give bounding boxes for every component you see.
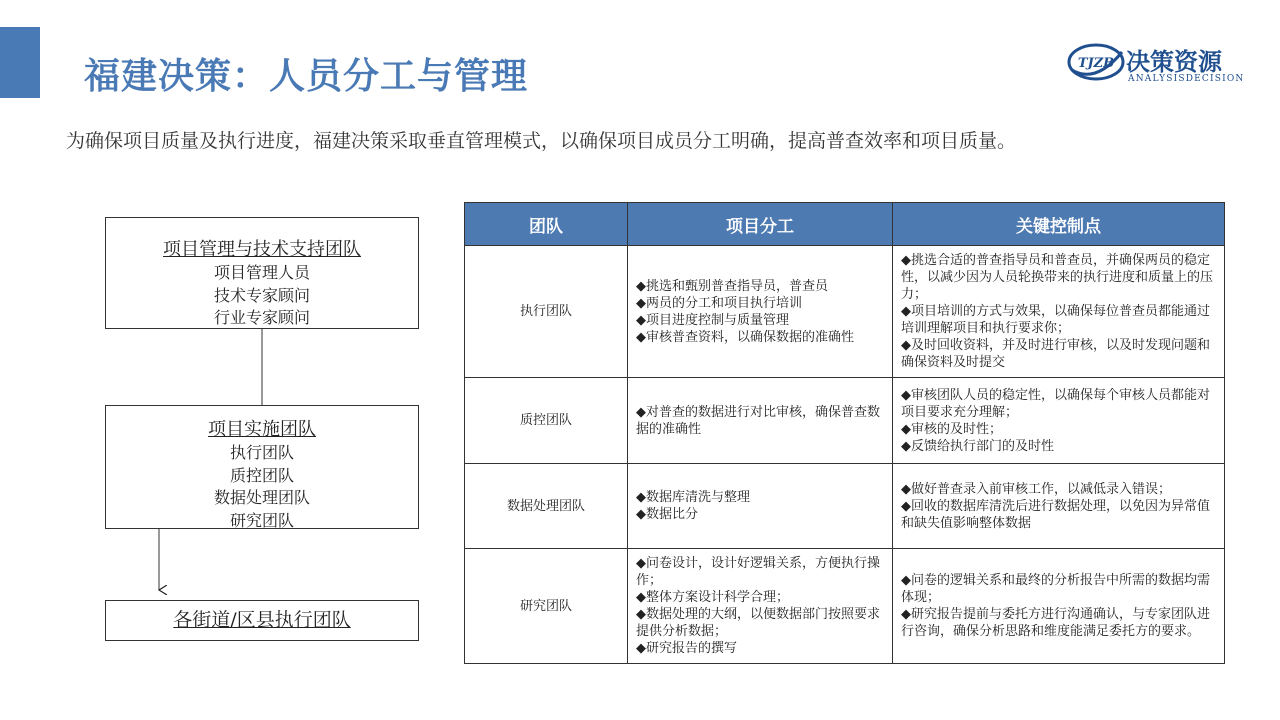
table-row: [465, 464, 1225, 549]
company-logo: [1066, 38, 1244, 90]
division-item: ◆研究报告的撰写: [636, 641, 737, 656]
org-box-management: [105, 217, 419, 329]
org-box-implementation: [105, 405, 419, 529]
org-box-item: 质控团队: [229, 465, 294, 485]
team-cell: 数据处理团队: [465, 464, 628, 549]
org-box-title: 各街道/区县执行团队: [173, 609, 351, 631]
division-cell: [628, 549, 893, 664]
division-cell: [628, 464, 893, 549]
division-item: ◆数据比分: [636, 507, 698, 522]
control-cell: [893, 549, 1225, 664]
org-box-item: 数据处理团队: [213, 488, 310, 507]
org-box-district-teams: [105, 600, 419, 641]
division-cell: [628, 378, 893, 464]
intro-paragraph: 为确保项目质量及执行进度，福建决策采取垂直管理模式，以确保项目成员分工明确，提高普查效率和项目质量。: [66, 130, 1017, 152]
control-item: ◆审核的及时性；: [901, 421, 1002, 437]
logo-mark-text: TJZB: [1077, 56, 1115, 71]
control-item: ◆做好普查录入前审核工作，以减低录入错误；: [901, 481, 1171, 497]
control-item: ◆研究报告提前与委托方进行沟通确认，与专家团队进行咨询，确保分析思路和维度能满足委托方的要求。: [901, 607, 1210, 639]
org-box-title: 项目实施团队: [208, 419, 316, 440]
org-box-item: 执行团队: [229, 443, 294, 462]
org-box-item: 项目管理人员: [213, 263, 310, 282]
org-box-item: 行业专家顾问: [213, 308, 310, 327]
control-item: ◆反馈给执行部门的及时性: [901, 438, 1054, 454]
control-item: ◆挑选合适的普查指导员和普查员，并确保两员的稳定性，以减少因为人员轮换带来的执行进度和质量上的压力；: [901, 253, 1214, 302]
header-division: 项目分工: [628, 203, 893, 246]
header-team: 团队: [465, 203, 628, 246]
responsibility-table: [464, 202, 1225, 664]
org-box-title: 项目管理与技术支持团队: [163, 239, 361, 260]
control-cell: [893, 464, 1225, 549]
title-accent-bar: [0, 27, 40, 98]
logo-name: 决策资源: [1126, 48, 1222, 76]
table-header-row: [465, 203, 1225, 246]
division-item: ◆整体方案设计科学合理；: [636, 590, 789, 605]
control-item: ◆问卷的逻辑关系和最终的分析报告中所需的数据均需体现；: [901, 573, 1210, 605]
org-box-item: 研究团队: [229, 510, 294, 530]
division-item: ◆数据库清洗与整理: [636, 490, 750, 505]
control-item: ◆及时回收资料，并及时进行审核，以及时发现问题和确保资料及时提交: [901, 338, 1210, 370]
logo-mark-icon: [1066, 40, 1126, 84]
control-item: ◆审核团队人员的稳定性，以确保每个审核人员都能对项目要求充分理解；: [901, 387, 1210, 420]
team-cell: 研究团队: [465, 549, 628, 664]
control-cell: [893, 378, 1225, 464]
team-cell: 质控团队: [465, 378, 628, 464]
table-row: [465, 549, 1225, 664]
division-item: ◆两员的分工和项目执行培训: [636, 295, 802, 311]
table-row: [465, 246, 1225, 378]
division-item: ◆审核普查资料，以确保数据的准确性: [636, 329, 854, 345]
page-title: 福建决策：人员分工与管理: [84, 56, 529, 97]
header-control: 关键控制点: [893, 203, 1225, 246]
team-cell: 执行团队: [465, 246, 628, 378]
division-cell: [628, 246, 893, 378]
logo-subtitle: ANALYSISDECISION: [1128, 74, 1245, 84]
division-item: ◆对普查的数据进行对比审核，确保普查数据的准确性: [636, 404, 880, 437]
division-item: ◆项目进度控制与质量管理: [636, 312, 789, 328]
division-item: ◆挑选和甄别普查指导员，普查员: [636, 278, 828, 294]
org-box-item: 技术专家顾问: [213, 285, 310, 305]
division-item: ◆数据处理的大纲，以便数据部门按照要求提供分析数据；: [636, 607, 880, 639]
control-item: ◆项目培训的方式与效果，以确保每位普查员都能通过培训理解项目和执行要求你；: [901, 304, 1210, 336]
control-cell: [893, 246, 1225, 378]
control-item: ◆回收的数据库清洗后进行数据处理，以免因为异常值和缺失值影响整体数据: [901, 498, 1210, 531]
division-item: ◆问卷设计，设计好逻辑关系，方便执行操作；: [636, 556, 880, 588]
table-row: [465, 378, 1225, 464]
